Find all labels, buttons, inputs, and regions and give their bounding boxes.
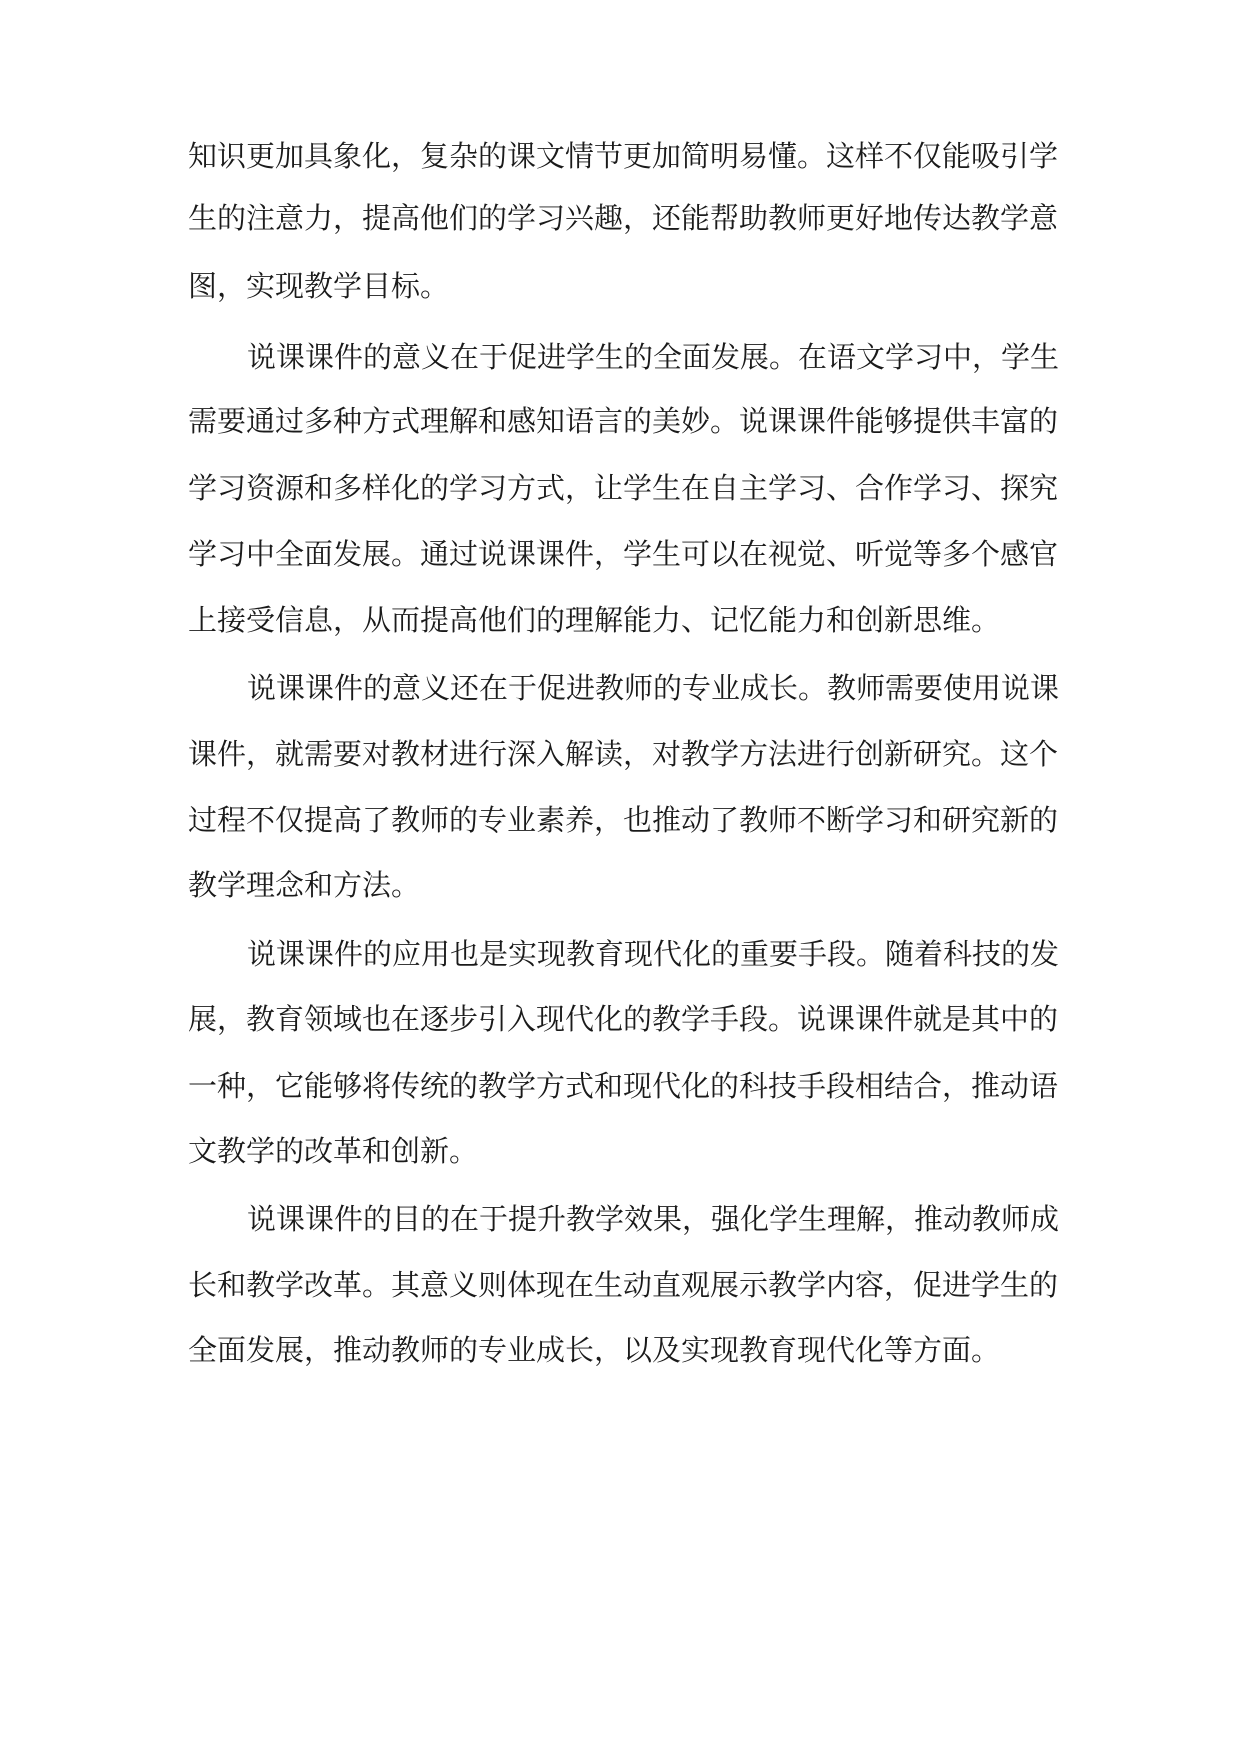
text-line: 图，实现教学目标。 [188,269,450,303]
paragraph-first-line: 说课课件的目的在于提升教学效果，强化学生理解，推动教师成 [247,1202,1060,1236]
text-line: 学习资源和多样化的学习方式，让学生在自主学习、合作学习、探究 [188,471,1059,505]
paragraph-first-line: 说课课件的应用也是实现教育现代化的重要手段。随着科技的发 [247,937,1060,971]
text-line: 需要通过多种方式理解和感知语言的美妙。说课课件能够提供丰富的 [188,404,1059,438]
text-line: 长和教学改革。其意义则体现在生动直观展示教学内容，促进学生的 [188,1268,1059,1302]
text-line: 教学理念和方法。 [188,868,421,902]
text-line: 上接受信息，从而提高他们的理解能力、记忆能力和创新思维。 [188,603,1001,637]
text-line: 一种，它能够将传统的教学方式和现代化的科技手段相结合，推动语 [188,1069,1059,1103]
text-line: 生的注意力，提高他们的学习兴趣，还能帮助教师更好地传达教学意 [188,201,1059,235]
text-line: 文教学的改革和创新。 [188,1134,479,1168]
text-line: 课件，就需要对教材进行深入解读，对教学方法进行创新研究。这个 [188,737,1059,771]
paragraph-first-line: 说课课件的意义在于促进学生的全面发展。在语文学习中，学生 [247,340,1060,374]
text-line: 学习中全面发展。通过说课课件，学生可以在视觉、听觉等多个感官 [188,537,1059,571]
text-line: 过程不仅提高了教师的专业素养，也推动了教师不断学习和研究新的 [188,803,1059,837]
text-line: 展，教育领域也在逐步引入现代化的教学手段。说课课件就是其中的 [188,1002,1059,1036]
text-line: 全面发展，推动教师的专业成长，以及实现教育现代化等方面。 [188,1333,1001,1367]
paragraph-first-line: 说课课件的意义还在于促进教师的专业成长。教师需要使用说课 [247,671,1060,705]
text-line: 知识更加具象化，复杂的课文情节更加简明易懂。这样不仅能吸引学 [188,139,1059,173]
